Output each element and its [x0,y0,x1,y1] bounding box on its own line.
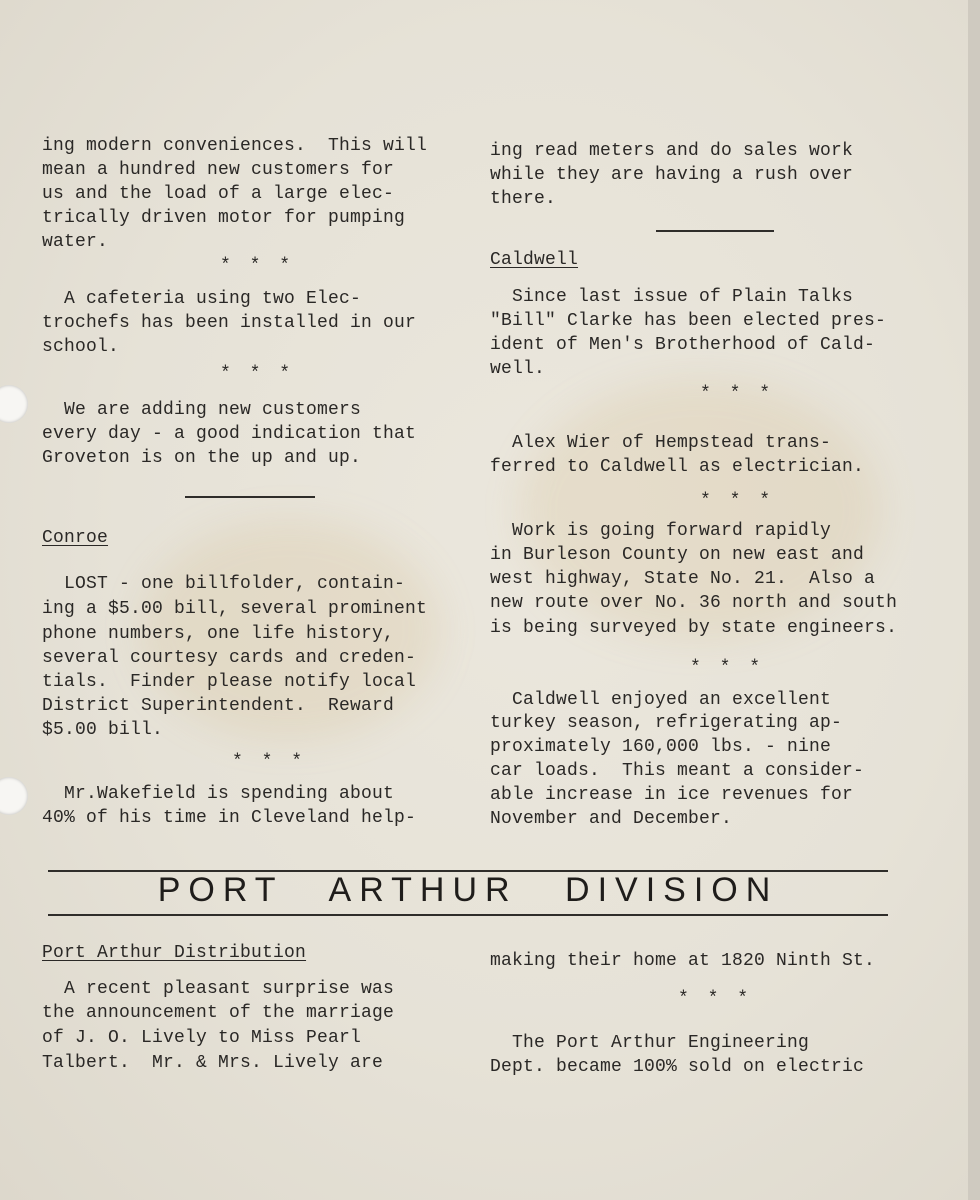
separator-stars: * * * [700,384,775,404]
separator-stars: * * * [220,364,295,384]
banner-bottom-rule [48,914,888,916]
separator-stars: * * * [232,752,307,772]
separator-stars: * * * [690,658,765,678]
text-line: several courtesy cards and creden- [42,648,417,668]
text-line: trically driven motor for pumping [42,208,406,228]
text-line: LOST - one billfolder, contain- [42,574,406,594]
section-heading-caldwell: Caldwell [490,250,579,270]
binder-hole [0,777,28,815]
text-line: in Burleson County on new east and [490,545,865,565]
text-line: us and the load of a large elec- [42,184,395,204]
text-line: A cafeteria using two Elec- [42,289,362,309]
text-line: new route over No. 36 north and south [490,593,898,613]
text-line: Since last issue of Plain Talks [490,287,854,307]
text-line: mean a hundred new customers for [42,160,395,180]
text-line: ing read meters and do sales work [490,141,854,161]
text-line: car loads. This meant a consider- [490,761,865,781]
text-line: ident of Men's Brotherhood of Cald- [490,335,876,355]
text-line: making their home at 1820 Ninth St. [490,951,876,971]
text-line: "Bill" Clarke has been elected pres- [490,311,887,331]
text-line: well. [490,359,546,379]
text-line: District Superintendent. Reward [42,696,395,716]
text-line: ing a $5.00 bill, several prominent [42,599,428,619]
division-banner-title: PORT ARTHUR DIVISION [157,871,779,909]
text-line: Talbert. Mr. & Mrs. Lively are [42,1053,384,1073]
text-line: The Port Arthur Engineering [490,1033,810,1053]
text-line: Dept. became 100% sold on electric [490,1057,865,1077]
text-line: November and December. [490,809,733,829]
text-line: ing modern conveniences. This will [42,136,428,156]
text-line: of J. O. Lively to Miss Pearl [42,1028,362,1048]
text-line: turkey season, refrigerating ap- [490,713,843,733]
section-divider [656,230,774,232]
text-line: tials. Finder please notify local [42,672,417,692]
text-line: phone numbers, one life history, [42,624,395,644]
page-edge [968,0,980,1200]
text-line: Alex Wier of Hempstead trans- [490,433,832,453]
section-divider [185,496,315,498]
text-line: school. [42,337,120,357]
text-line: We are adding new customers [42,400,362,420]
text-line: the announcement of the marriage [42,1003,395,1023]
text-line: trochefs has been installed in our [42,313,417,333]
text-line: while they are having a rush over [490,165,854,185]
text-line: ferred to Caldwell as electrician. [490,457,865,477]
text-line: Groveton is on the up and up. [42,448,362,468]
text-line: Caldwell enjoyed an excellent [490,690,832,710]
text-line: west highway, State No. 21. Also a [490,569,876,589]
text-line: Mr.Wakefield is spending about [42,784,395,804]
text-line: able increase in ice revenues for [490,785,854,805]
text-line: 40% of his time in Cleveland help- [42,808,417,828]
text-line: $5.00 bill. [42,720,164,740]
text-line: A recent pleasant surprise was [42,979,395,999]
binder-hole [0,385,28,423]
text-line: every day - a good indication that [42,424,417,444]
text-line: there. [490,189,557,209]
text-line: proximately 160,000 lbs. - nine [490,737,832,757]
text-line: water. [42,232,109,252]
separator-stars: * * * [700,491,775,511]
section-heading-conroe: Conroe [42,528,109,548]
text-line: Work is going forward rapidly [490,521,832,541]
text-line: is being surveyed by state engineers. [490,618,898,638]
section-heading-port-arthur-distribution: Port Arthur Distribution [42,943,307,963]
separator-stars: * * * [220,256,295,276]
separator-stars: * * * [678,989,753,1009]
